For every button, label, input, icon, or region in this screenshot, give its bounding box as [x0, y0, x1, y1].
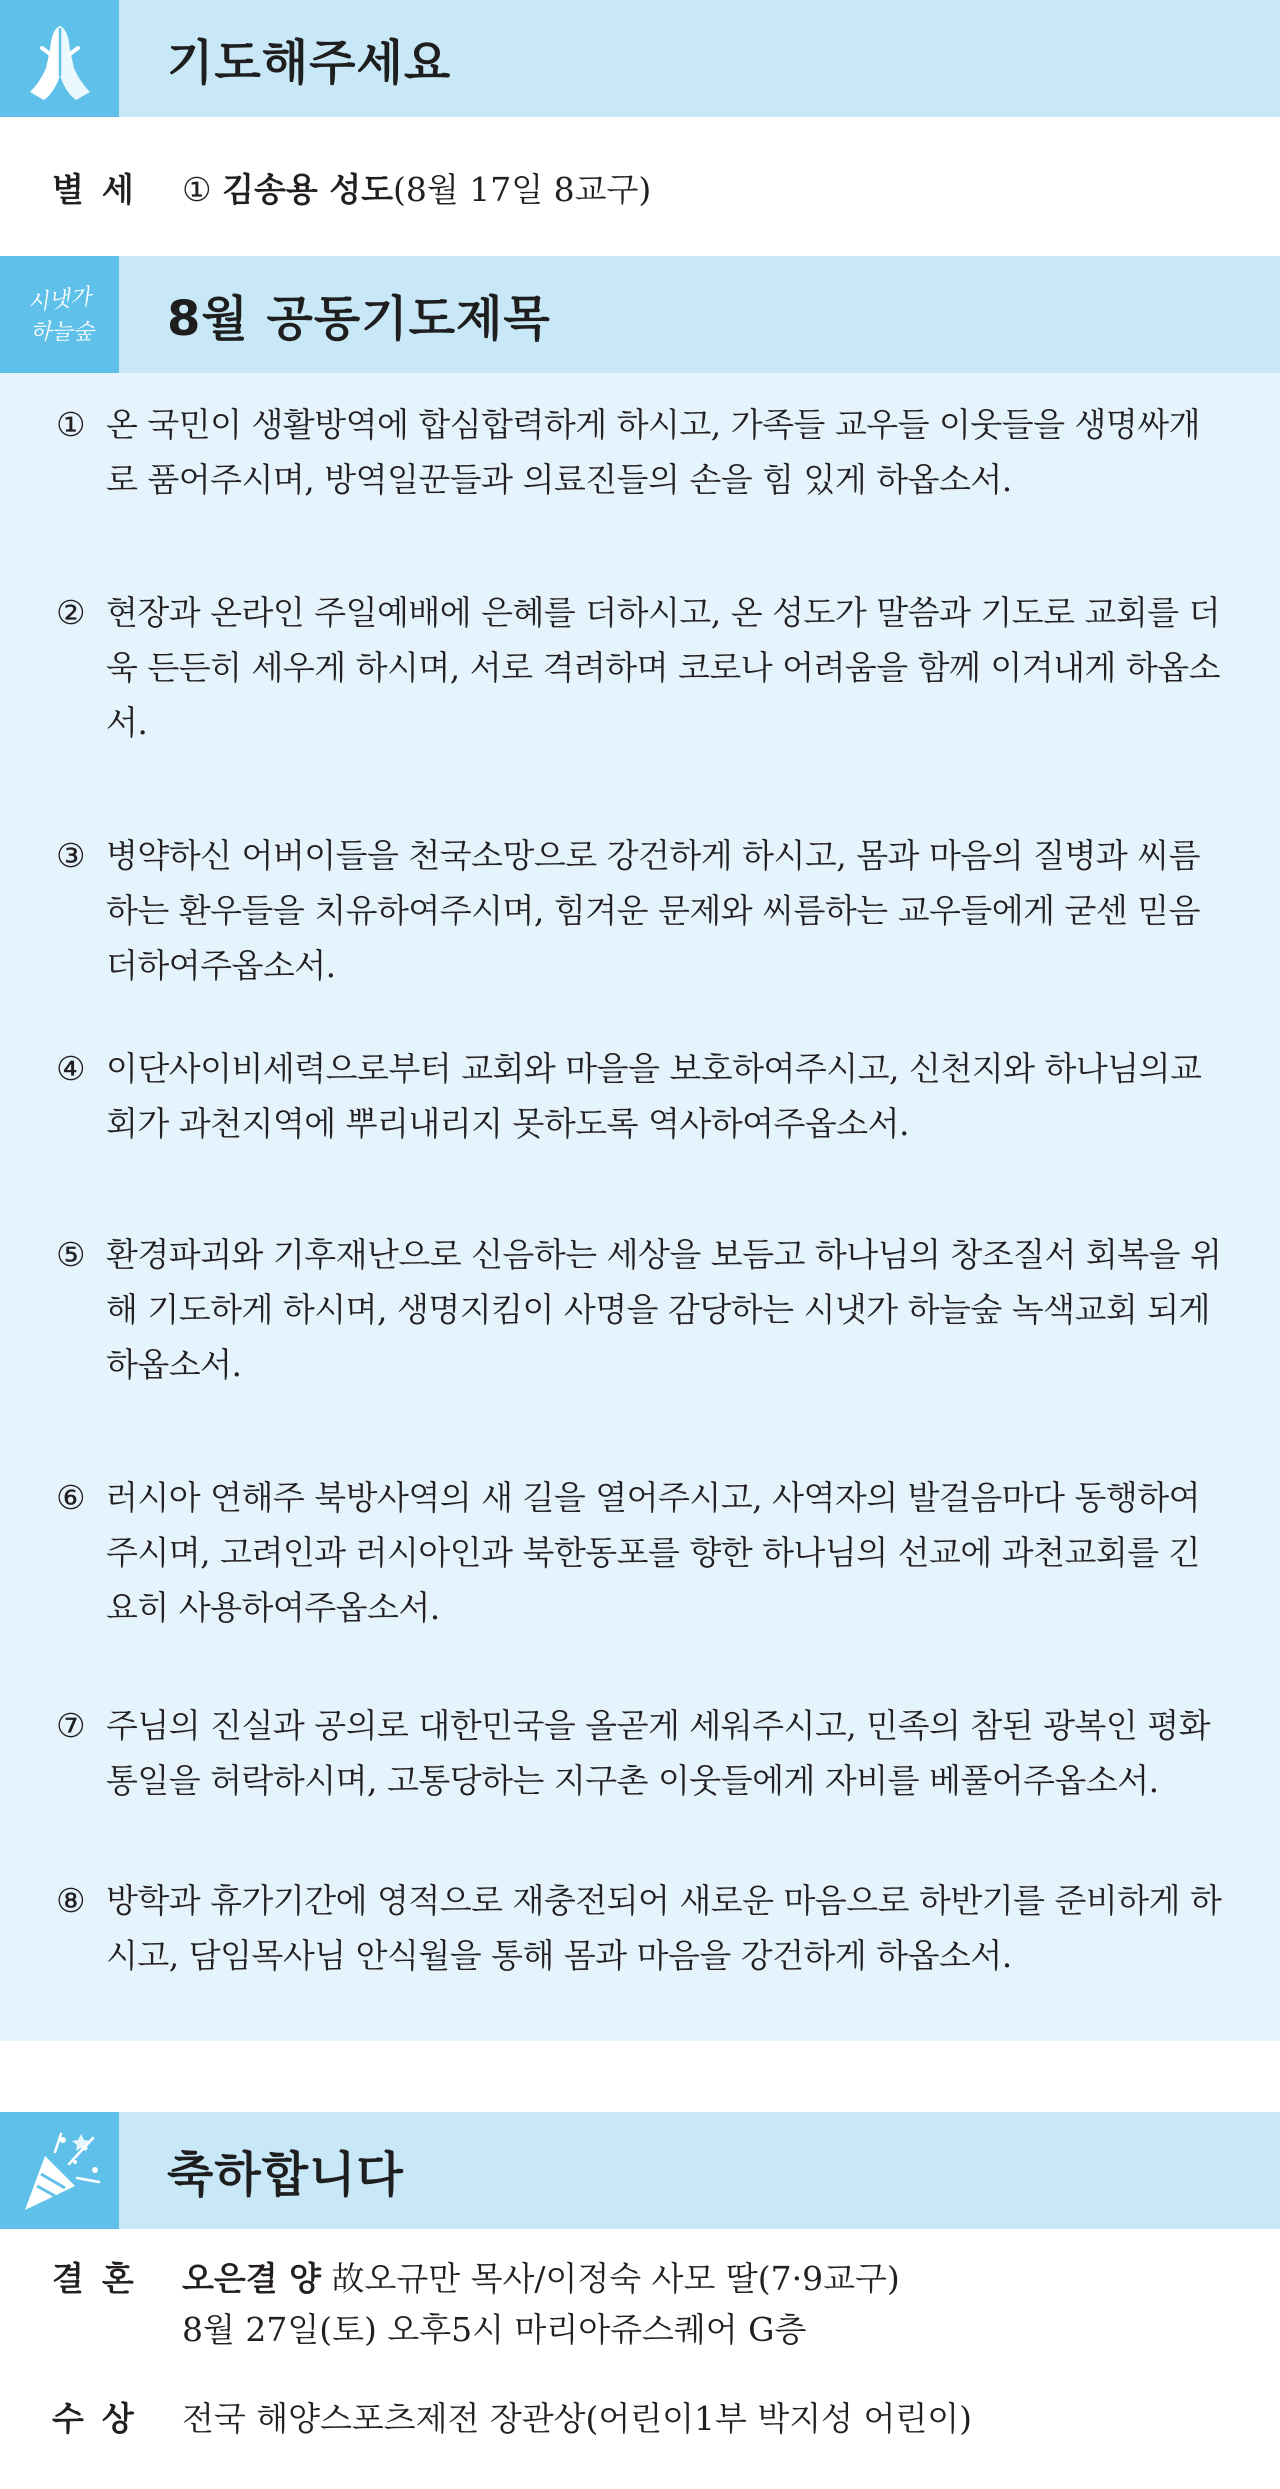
prayer-item: ① 온 국민이 생활방역에 합심합력하게 하시고, 가족들 교우들 이웃들을 생명싸개로 품어주시며, 방역일꾼들과 의료진들의 손을 힘 있게 하옵소서. — [56, 405, 1201, 499]
award-row — [0, 2393, 1280, 2453]
wedding-row — [0, 2253, 1280, 2373]
prayer-item: ③ 병약하신 어버이들을 천국소망으로 강건하게 하시고, 몸과 마음의 질병과 씨름하는 환우들을 치유하여주시며, 힘겨운 문제와 씨름하는 교우들에게 굳센 믿음 더하여주옵소서. — [56, 836, 1201, 985]
sick-detail: (8월 17일 8교구) — [392, 170, 652, 209]
wedding-label: 결혼 — [52, 2259, 152, 2298]
prayer-item: ② 현장과 온라인 주일예배에 은혜를 더하시고, 온 성도가 말씀과 기도로 교회를 더욱 든든히 세우게 하시며, 서로 격려하며 코로나 어려움을 함께 이겨내게 하옵소서. — [56, 593, 1220, 742]
common-prayer-header — [0, 256, 1280, 373]
prayer-item: ④ 이단사이비세력으로부터 교회와 마을을 보호하여주시고, 신천지와 하나님의교회가 과천지역에 뿌리내리지 못하도록 역사하여주옵소서. — [56, 1049, 1202, 1143]
pray-section-header — [0, 0, 1280, 117]
party-popper-icon — [15, 2126, 105, 2216]
sick-num: ① — [182, 170, 212, 209]
wedding-name: 오은결 양 — [182, 2259, 322, 2298]
wedding-parents: 故오규만 목사/이정숙 사모 딸(7·9교구) — [331, 2259, 900, 2298]
prayer-item: ⑤ 환경파괴와 기후재난으로 신음하는 세상을 보듬고 하나님의 창조질서 회복을 위해 기도하게 하시며, 생명지킴이 사명을 감당하는 시냇가 하늘숲 녹색교회 되게 하옵소서. — [56, 1235, 1222, 1384]
party-popper-icon-box — [0, 2112, 119, 2229]
wedding-when: 8월 27일(토) 오후5시 마리아쥬스퀘어 G층 — [182, 2310, 807, 2350]
prayer-list-panel — [0, 373, 1280, 2041]
sick-name: 김송용 성도 — [222, 170, 393, 209]
pray-section-title: 기도해주세요 — [167, 35, 452, 91]
award-label: 수상 — [52, 2399, 152, 2438]
common-prayer-title: 8월 공동기도제목 — [167, 291, 551, 347]
praying-hands-icon-box — [0, 0, 119, 117]
sick-row — [0, 164, 1280, 224]
congrats-section-title: 축하합니다 — [167, 2147, 404, 2203]
sick-label: 별세 — [52, 170, 152, 209]
congrats-section-header — [0, 2112, 1280, 2229]
prayer-item: ⑧ 방학과 휴가기간에 영적으로 재충전되어 새로운 마음으로 하반기를 준비하게 하시고, 담임목사님 안식월을 통해 몸과 마음을 강건하게 하옵소서. — [56, 1881, 1222, 1975]
sick-content — [182, 164, 1240, 215]
prayer-item: ⑦ 주님의 진실과 공의로 대한민국을 올곧게 세워주시고, 민족의 참된 광복인 평화통일을 허락하시며, 고통당하는 지구촌 이웃들에게 자비를 베풀어주옵소서. — [56, 1706, 1210, 1800]
stream-forest-logo-box — [0, 256, 119, 373]
logo-line1: 시냇가 — [25, 284, 92, 316]
award-text: 전국 해양스포츠제전 장관상(어린이1부 박지성 어린이) — [182, 2399, 973, 2438]
wedding-content — [182, 2253, 1240, 2355]
stream-forest-logo — [8, 277, 112, 353]
praying-hands-icon — [20, 14, 100, 104]
prayer-item: ⑥ 러시아 연해주 북방사역의 새 길을 열어주시고, 사역자의 발걸음마다 동행하여주시며, 고려인과 러시아인과 북한동포를 향한 하나님의 선교에 과천교회를 긴요히 사용하여주옵소서. — [56, 1478, 1201, 1627]
logo-line2: 하늘숲 — [29, 319, 94, 345]
